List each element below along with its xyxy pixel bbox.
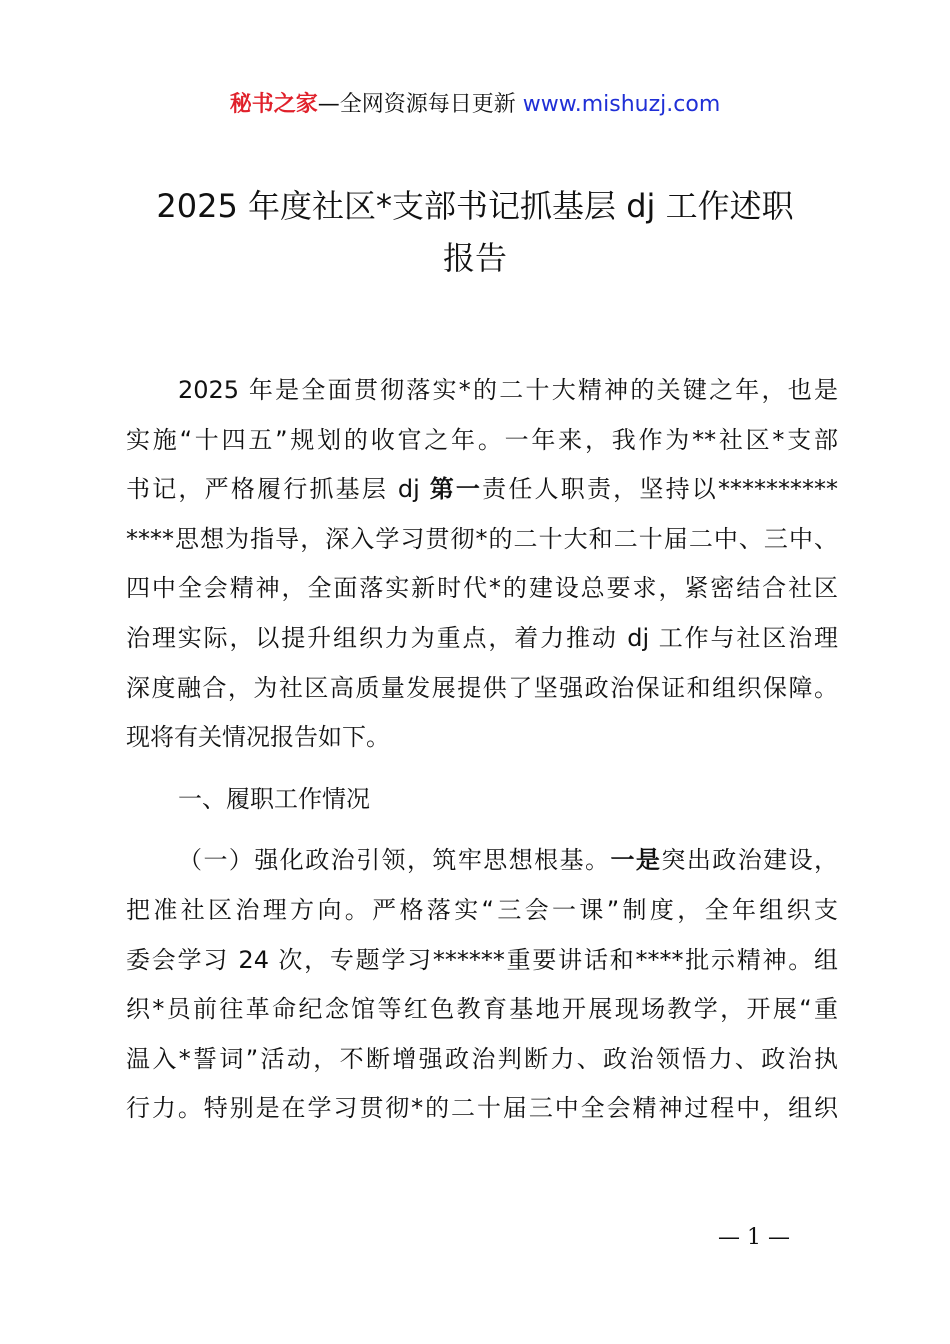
page-number: — 1 —	[718, 1225, 790, 1250]
bold-keyword: 第一	[429, 475, 483, 504]
brand-name: 秘书之家	[229, 92, 318, 117]
paragraph-line: 深度融合，为社区高质量发展提供了坚强政治保证和组织保障。	[126, 673, 838, 702]
subsection-heading: （一）强化政治引领，筑牢思想根基。	[178, 846, 611, 875]
paragraph-text: 责任人职责，坚持以**********	[482, 475, 838, 504]
paragraph-line: ****思想为指导，深入学习贯彻*的二十大和二十届二中、三中、	[126, 524, 838, 553]
paragraph-text: 书记，严格履行抓基层 dj	[126, 475, 430, 504]
title-line-1: 2025 年度社区*支部书记抓基层 dj 工作述职	[156, 187, 794, 225]
paragraph-line: 实施“十四五”规划的收官之年。一年来，我作为**社区*支部	[126, 425, 838, 454]
paragraph-line: 行力。特别是在学习贯彻*的二十届三中全会精神过程中，组织	[126, 1094, 838, 1123]
paragraph-text: 突出政治建设，	[661, 846, 838, 875]
header-tagline: —全网资源每日更新	[317, 92, 523, 117]
section-heading: 一、履职工作情况	[178, 784, 370, 813]
document-title	[0, 180, 950, 284]
paragraph-line: 治理实际，以提升组织力为重点，着力推动 dj 工作与社区治理	[126, 623, 838, 652]
paragraph-line: 2025 年是全面贯彻落实*的二十大精神的关键之年，也是	[178, 376, 838, 404]
paragraph-line: 温入*誓词”活动，不断增强政治判断力、政治领悟力、政治执	[126, 1044, 838, 1073]
paragraph-line: 现将有关情况报告如下。	[126, 723, 390, 752]
paragraph-line: 把准社区治理方向。严格落实“三会一课”制度，全年组织支	[126, 895, 838, 924]
paragraph-line	[126, 465, 838, 515]
paragraph-line: 织*员前往革命纪念馆等红色教育基地开展现场教学，开展“重	[126, 995, 838, 1024]
paragraph-line: 四中全会精神，全面落实新时代*的建设总要求，紧密结合社区	[126, 574, 838, 603]
document-body	[126, 366, 838, 1134]
paragraph-line	[126, 836, 838, 886]
paragraph-line: 委会学习 24 次，专题学习******重要讲话和****批示精神。组	[126, 945, 838, 974]
title-line-2: 报告	[442, 239, 507, 277]
site-url-link[interactable]: www.mishuzj.com	[522, 92, 721, 117]
bold-keyword: 一是	[610, 846, 662, 875]
site-header	[0, 88, 950, 122]
